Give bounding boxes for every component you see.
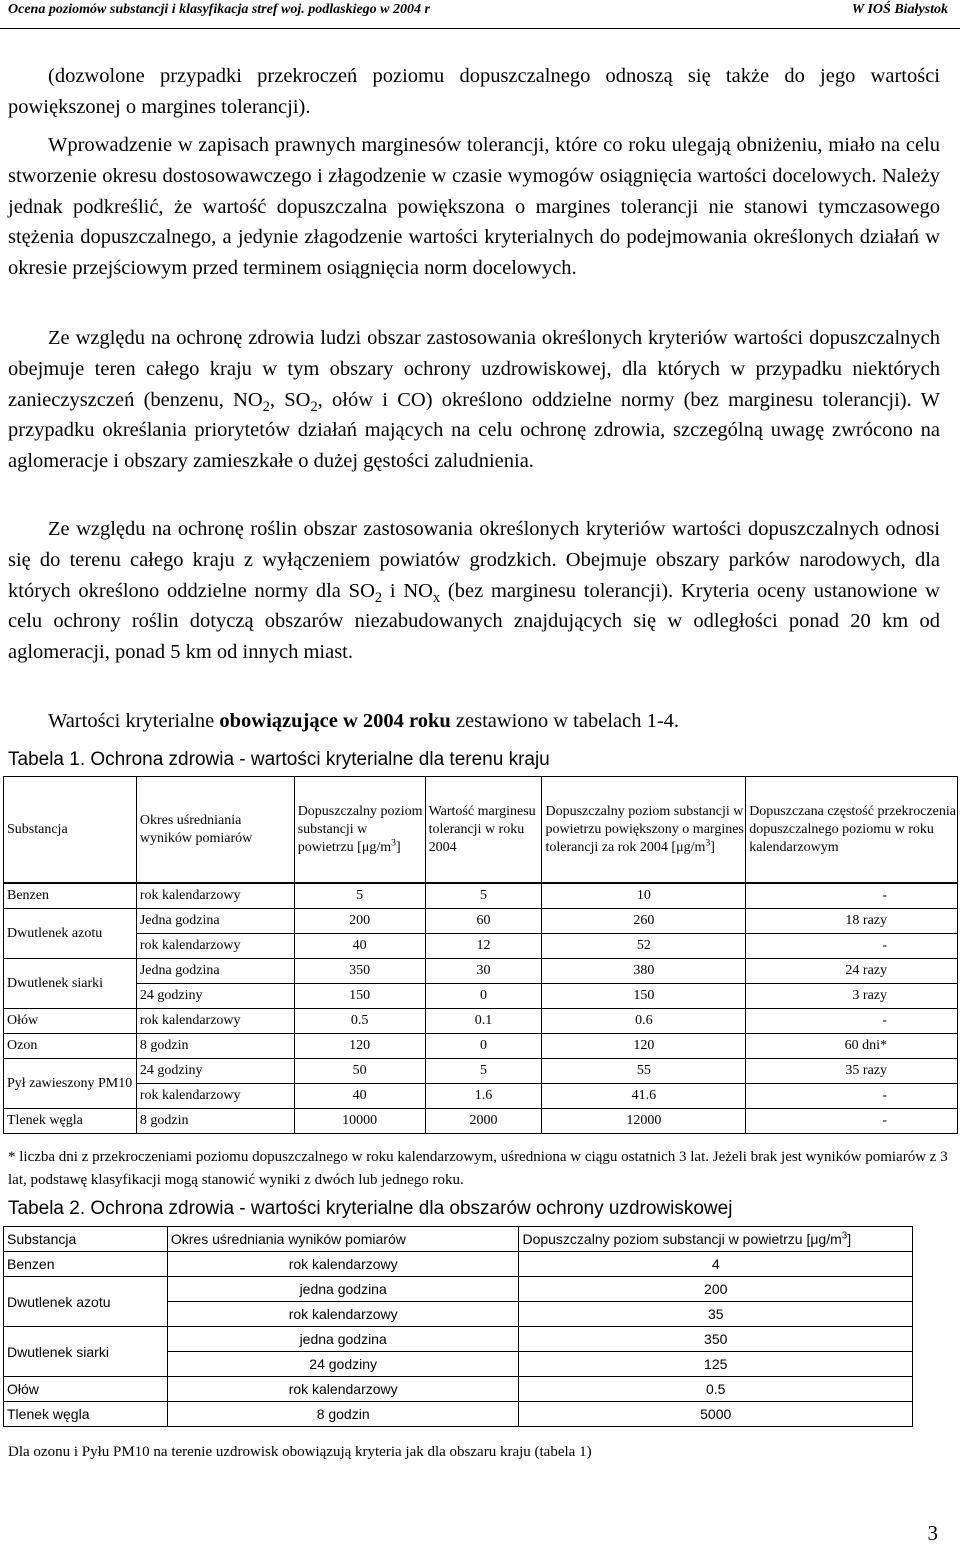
cell-level: 125 xyxy=(519,1352,913,1377)
cell-substance: Dwutlenek siarki xyxy=(4,959,137,1009)
cell-substance: Benzen xyxy=(4,1252,168,1277)
paragraph-2: Wprowadzenie w zapisach prawnych marginesów tolerancji, które co roku ulegają obniżeniu, miało na celu stworzenie okresu dostosowawczego i złagodzenie w czasie wymogów osiągnięcia wartości docelowych. Należy jednak podkreślić, że wartość dopuszczalna powiększona o margines tolerancji nie stanowi tymczasowego stężenia dopuszczalnego, a jedynie złagodzenie wartości kryterialnych do podejmowania określonych działań w okresie przejściowym przed terminem osiągnięcia norm docelowych. xyxy=(8,134,940,280)
cell-level: 120 xyxy=(294,1034,425,1059)
paragraph-3: Ze względu na ochronę zdrowia ludzi obszar zastosowania określonych kryteriów wartości dopuszczalnych obejmuje teren całego kraju w tym obszary ochrony uzdrowiskowej, dla których w przypadku niektórych zanieczyszczeń (benzenu, $NO_2$, $SO_2$, ołów i CO) określono oddzielne normy (bez marginesu tolerancji). W przypadku określania priorytetów działań mających na celu ochronę zdrowia, szczególną uwagę zwrócono na aglomeracje i obszary zamieszkałe o dużej gęstości zaludnienia. xyxy=(8,327,940,473)
cell-total: 0.6 xyxy=(542,1009,746,1034)
cell-total: 55 xyxy=(542,1059,746,1084)
cell-level: 150 xyxy=(294,984,425,1009)
table-row xyxy=(4,959,958,984)
table-2 xyxy=(3,1226,913,1427)
cell-frequency: - xyxy=(746,1009,958,1034)
cell-frequency: 3 razy xyxy=(746,984,958,1009)
table-1-header-row xyxy=(4,777,958,884)
cell-level: 40 xyxy=(294,1084,425,1109)
cell-frequency: 60 dni* xyxy=(746,1034,958,1059)
t1-header-total: Dopuszczalny poziom substancji w powietrzu powiększony o margines tolerancji za rok 2004 $[\mu g/m^3]$ xyxy=(542,777,746,884)
cell-margin: 0 xyxy=(425,1034,542,1059)
cell-level: 0.5 xyxy=(519,1377,913,1402)
t1-header-substance: Substancja xyxy=(4,777,137,884)
cell-frequency: - xyxy=(746,934,958,959)
cell-margin: 5 xyxy=(425,883,542,909)
table-row xyxy=(4,1009,958,1034)
cell-margin: 2000 xyxy=(425,1109,542,1134)
t1-header-frequency: Dopuszczana częstość przekroczenia dopuszczalnego poziomu w roku kalendarzowym xyxy=(746,777,958,884)
cell-period: Jedna godzina xyxy=(136,959,294,984)
cell-frequency: - xyxy=(746,1084,958,1109)
paragraph-4: Ze względu na ochronę roślin obszar zastosowania określonych kryteriów wartości dopuszczalnych odnosi się do terenu całego kraju z wyłączeniem powiatów grodzkich. Obejmuje obszary parków narodowych, dla których określono oddzielne normy dla $SO_2$ i $NO_x$ (bez marginesu tolerancji). Kryteria oceny ustanowione w celu ochrony roślin dotyczą obszarów niezabudowanych znajdujących się w odległości ponad 20 km od aglomeracji, ponad 5 km od innych miast. xyxy=(8,518,940,664)
cell-total: 12000 xyxy=(542,1109,746,1134)
cell-frequency: - xyxy=(746,883,958,909)
cell-period: jedna godzina xyxy=(167,1277,519,1302)
header-rule xyxy=(0,28,960,29)
table-row xyxy=(4,1252,913,1277)
page-number: 3 xyxy=(927,1521,938,1545)
paragraph-1: (dozwolone przypadki przekroczeń poziomu dopuszczalnego odnoszą się także do jego wartości powiększonej o margines tolerancji). xyxy=(8,65,940,118)
table-row xyxy=(4,1327,913,1352)
cell-period: rok kalendarzowy xyxy=(136,934,294,959)
cell-period: rok kalendarzowy xyxy=(136,883,294,909)
table-row xyxy=(4,1109,958,1134)
paragraph-5: Wartości kryterialne obowiązujące w 2004 roku zestawiono w tabelach 1-4. xyxy=(48,710,680,732)
table-row xyxy=(4,1059,958,1084)
cell-period: Jedna godzina xyxy=(136,909,294,934)
cell-margin: 5 xyxy=(425,1059,542,1084)
cell-period: rok kalendarzowy xyxy=(167,1252,519,1277)
cell-margin: 60 xyxy=(425,909,542,934)
table-row xyxy=(4,934,958,959)
cell-substance: Tlenek węgla xyxy=(4,1402,168,1427)
table-1 xyxy=(3,776,958,1134)
t1-header-period: Okres uśredniania wyników pomiarów xyxy=(136,777,294,884)
t1-header-margin: Wartość marginesu tolerancji w roku 2004 xyxy=(425,777,542,884)
page-header xyxy=(0,0,960,32)
cell-period: jedna godzina xyxy=(167,1327,519,1352)
table-row xyxy=(4,1377,913,1402)
table-2-note: Dla ozonu i Pyłu PM10 na terenie uzdrowisk obowiązują kryteria jak dla obszaru kraju (tabela 1) xyxy=(8,1444,592,1460)
table-1-caption: Tabela 1. Ochrona zdrowia - wartości kryterialne dla terenu kraju xyxy=(8,749,550,770)
cell-substance: Dwutlenek azotu xyxy=(4,1277,168,1327)
t2-header-substance: Substancja xyxy=(4,1227,168,1252)
table-row xyxy=(4,883,958,909)
cell-period: rok kalendarzowy xyxy=(167,1302,519,1327)
table-row xyxy=(4,1402,913,1427)
table-row xyxy=(4,1277,913,1302)
cell-period: rok kalendarzowy xyxy=(136,1009,294,1034)
table-row xyxy=(4,1084,958,1109)
table-2-header-row xyxy=(4,1227,913,1252)
cell-substance: Ozon xyxy=(4,1034,137,1059)
cell-substance: Ołów xyxy=(4,1377,168,1402)
cell-substance: Tlenek węgla xyxy=(4,1109,137,1134)
cell-margin: 0 xyxy=(425,984,542,1009)
table-1-footnote: * liczba dni z przekroczeniami poziomu dopuszczalnego w roku kalendarzowym, uśredniona w ciągu ostatnich 3 lat. Jeżeli brak jest wyników pomiarów z 3 lat, podstawę klasyfikacji mogą stanowić wyniki z dwóch lub jednego roku. xyxy=(8,1149,948,1188)
cell-level: 0.5 xyxy=(294,1009,425,1034)
cell-margin: 30 xyxy=(425,959,542,984)
cell-frequency: 18 razy xyxy=(746,909,958,934)
cell-level: 40 xyxy=(294,934,425,959)
cell-substance: Dwutlenek azotu xyxy=(4,909,137,959)
t2-header-level: Dopuszczalny poziom substancji w powietrzu $[\mu g/m^3]$ xyxy=(519,1227,913,1252)
cell-level: 50 xyxy=(294,1059,425,1084)
table-row xyxy=(4,1034,958,1059)
cell-level: 350 xyxy=(519,1327,913,1352)
cell-frequency: - xyxy=(746,1109,958,1134)
cell-period: 8 godzin xyxy=(167,1402,519,1427)
cell-period: 8 godzin xyxy=(136,1109,294,1134)
t2-header-period: Okres uśredniania wyników pomiarów xyxy=(167,1227,519,1252)
cell-level: 5000 xyxy=(519,1402,913,1427)
cell-period: 24 godziny xyxy=(136,1059,294,1084)
cell-level: 200 xyxy=(294,909,425,934)
cell-level: 10000 xyxy=(294,1109,425,1134)
table-row xyxy=(4,984,958,1009)
cell-total: 260 xyxy=(542,909,746,934)
cell-frequency: 24 razy xyxy=(746,959,958,984)
header-right-text: W IOŚ Białystok xyxy=(851,2,948,17)
cell-level: 35 xyxy=(519,1302,913,1327)
cell-margin: 12 xyxy=(425,934,542,959)
cell-substance: Ołów xyxy=(4,1009,137,1034)
cell-period: 24 godziny xyxy=(136,984,294,1009)
cell-total: 380 xyxy=(542,959,746,984)
cell-substance: Benzen xyxy=(4,883,137,909)
table-2-caption: Tabela 2. Ochrona zdrowia - wartości kryterialne dla obszarów ochrony uzdrowiskowej xyxy=(8,1198,733,1219)
cell-level: 4 xyxy=(519,1252,913,1277)
cell-period: rok kalendarzowy xyxy=(136,1084,294,1109)
t1-header-level: Dopuszczalny poziom substancji w powietrzu $[\mu g/m^3]$ xyxy=(294,777,425,884)
cell-level: 5 xyxy=(294,883,425,909)
cell-total: 120 xyxy=(542,1034,746,1059)
cell-period: 8 godzin xyxy=(136,1034,294,1059)
cell-total: 150 xyxy=(542,984,746,1009)
cell-margin: 0.1 xyxy=(425,1009,542,1034)
cell-level: 200 xyxy=(519,1277,913,1302)
cell-frequency: 35 razy xyxy=(746,1059,958,1084)
header-left-text: Ocena poziomów substancji i klasyfikacja stref woj. podlaskiego w 2004 r xyxy=(8,2,430,17)
cell-level: 350 xyxy=(294,959,425,984)
cell-substance: Pył zawieszony PM10 xyxy=(4,1059,137,1109)
table-row xyxy=(4,909,958,934)
cell-total: 41.6 xyxy=(542,1084,746,1109)
cell-total: 10 xyxy=(542,883,746,909)
cell-margin: 1.6 xyxy=(425,1084,542,1109)
cell-total: 52 xyxy=(542,934,746,959)
cell-period: rok kalendarzowy xyxy=(167,1377,519,1402)
cell-period: 24 godziny xyxy=(167,1352,519,1377)
cell-substance: Dwutlenek siarki xyxy=(4,1327,168,1377)
